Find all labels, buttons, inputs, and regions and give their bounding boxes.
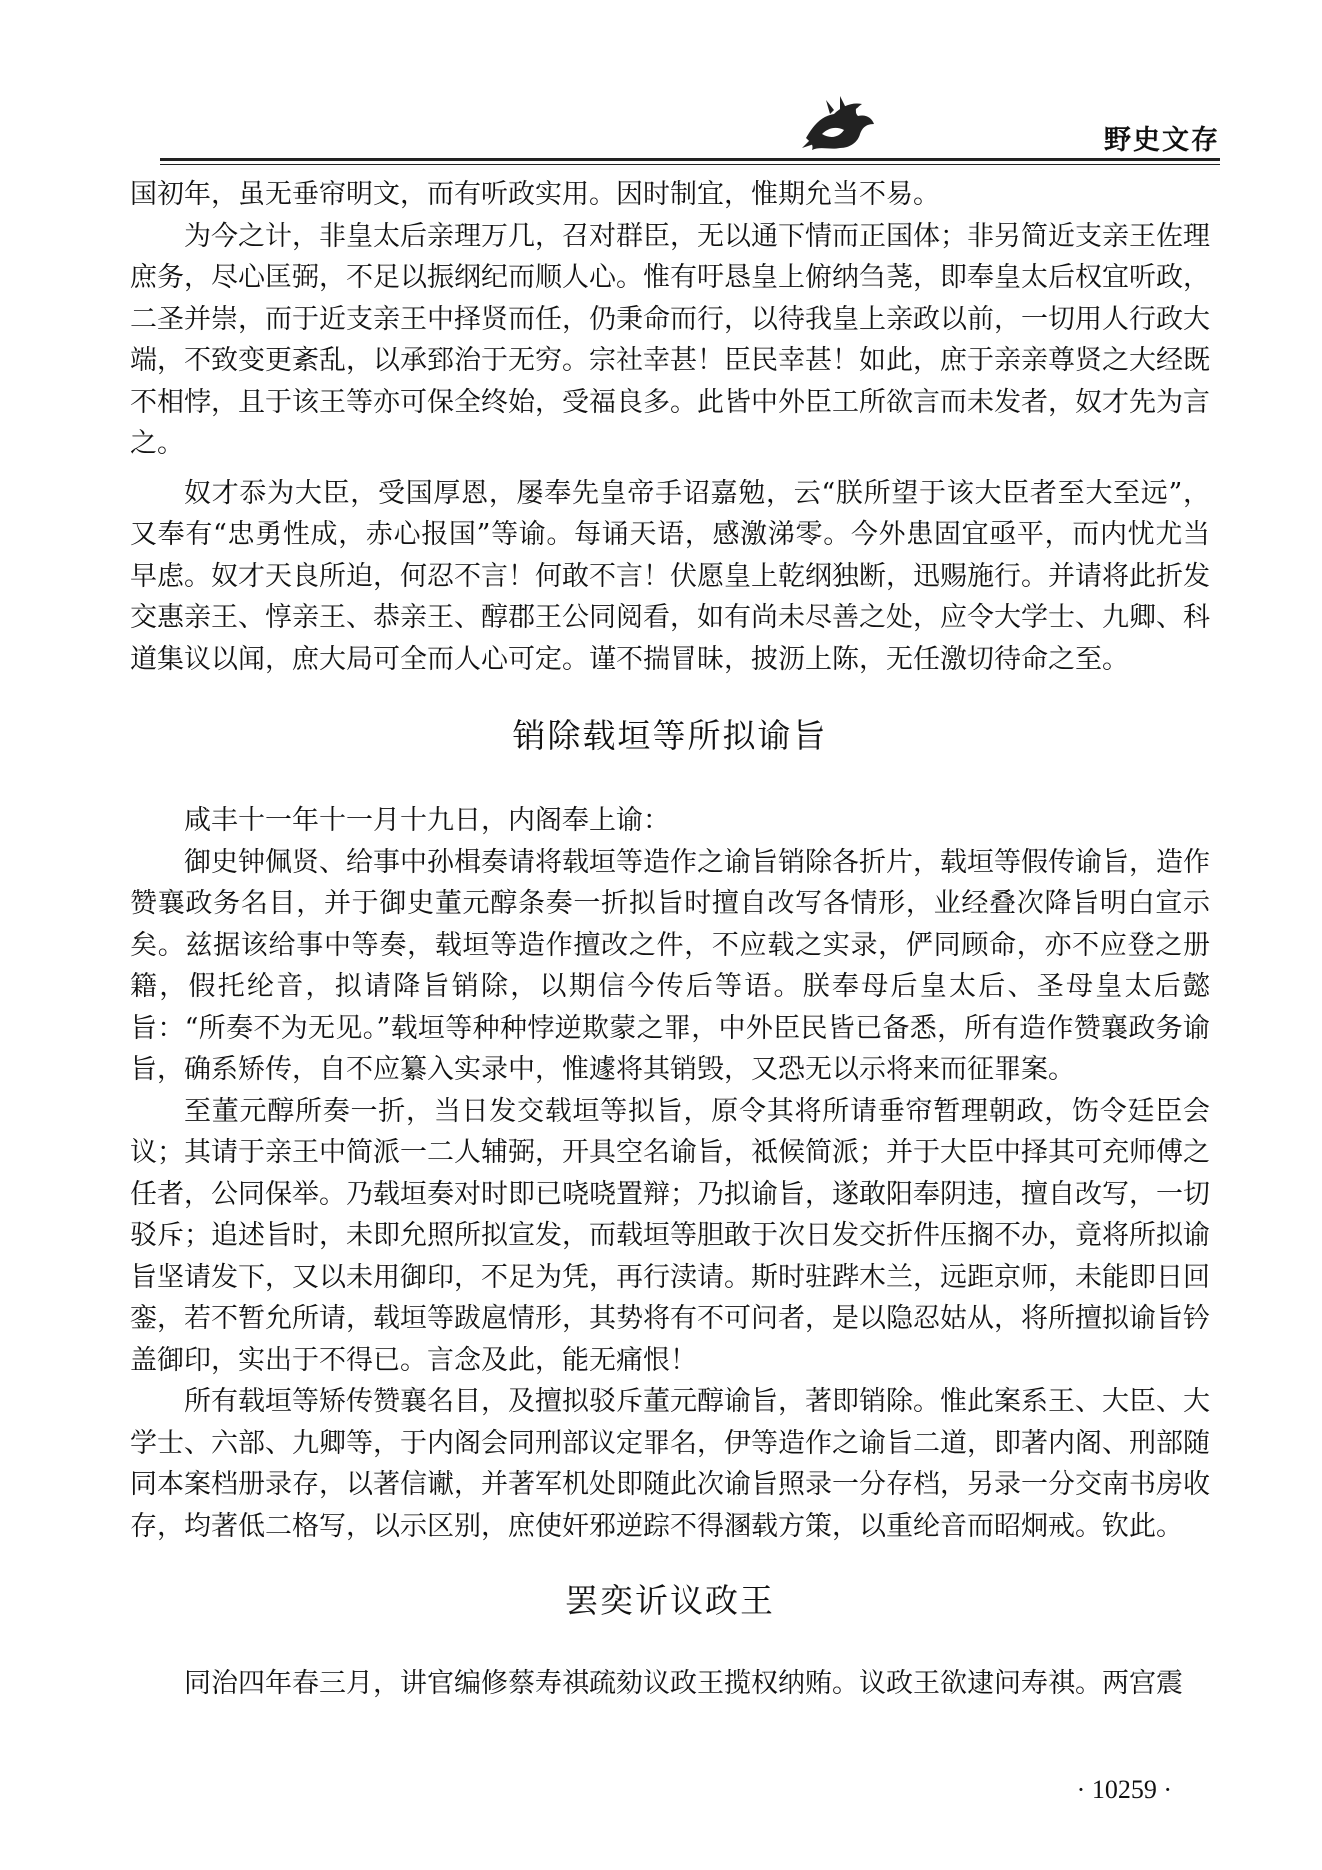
header-rule: [160, 158, 1220, 161]
paragraph: 所有载垣等矫传赞襄名目，及擅拟驳斥董元醇谕旨，著即销除。惟此案系王、大臣、大学士、六部、九卿等，于内阁会同刑部议定罪名，伊等造作之谕旨二道，即著内阁、刑部随同本案档册录存，以著信谳，并著军机处即随此次谕旨照录一分存档，另录一分交南书房收存，均著低二格写，以示区别，庶使奸邪逆踪不得溷载方策，以重纶音而昭炯戒。钦此。: [130, 1386, 1210, 1542]
series-title: 野史文存: [1104, 125, 1220, 156]
header-rule-thin: [160, 164, 1220, 165]
paragraph: 奴才忝为大臣，受国厚恩，屡奉先皇帝手诏嘉勉，云“朕所望于该大臣者至大至远”，又奉有“忠勇性成，赤心报国”等谕。每诵天语，感激涕零。今外患固宜亟平，而内忧尤当早虑。奴才天良所迫，何忍不言！何敢不言！伏愿皇上乾纲独断，迅赐施行。并请将此折发交惠亲王、惇亲王、恭亲王、醇郡王公同阅看，如有尚未尽善之处，应令大学士、九卿、科道集议以闻，庶大局可全而人心可定。谨不揣冒昧，披沥上陈，无任激切待命之至。: [130, 477, 1210, 675]
paragraph: 至董元醇所奏一折，当日发交载垣等拟旨，原令其将所请垂帘暂理朝政，饬令廷臣会议；其请于亲王中简派一二人辅弼，开具空名谕旨，祗候简派；并于大臣中择其可充师傅之任者，公同保举。乃载垣奏对时即已哓哓置辩；乃拟谕旨，遂敢阳奉阴违，擅自改写，一切驳斥；追述旨时，未即允照所拟宣发，而载垣等胆敢于次日发交折件压搁不办，竟将所拟谕旨坚请发下，又以未用御印，不足为凭，再行渎请。斯时驻跸木兰，远距京师，未能即日回銮，若不暂允所请，载垣等跋扈情形，其势将有不可问者，是以隐忍姑从，将所擅拟谕旨钤盖御印，实出于不得已。言念及此，能无痛恨！: [130, 1095, 1210, 1376]
paragraph: 为今之计，非皇太后亲理万几，召对群臣，无以通下情而正国体；非另简近支亲王佐理庶务，尽心匡弼，不足以振纲纪而顺人心。惟有吁恳皇上俯纳刍荛，即奉皇太后权宜听政，二圣并崇，而于近支亲王中择贤而任，仍秉命而行，以待我皇上亲政以前，一切用人行政大端，不致变更紊乱，以承郅治于无穷。宗社幸甚！臣民幸甚！如此，庶于亲亲尊贤之大经既不相悖，且于该王等亦可保全终始，受福良多。此皆中外臣工所欲言而未发者，奴才先为言之。: [130, 220, 1210, 459]
body-text: [130, 174, 1210, 1705]
running-header: [160, 100, 1220, 162]
paragraph: 国初年，虽无垂帘明文，而有听政实用。因时制宜，惟期允当不易。: [130, 179, 940, 210]
section-title: 罢奕䜣议政王: [565, 1581, 775, 1620]
page-number: · 10259 ·: [1076, 1775, 1172, 1804]
paragraph: 咸丰十一年十一月十九日，内阁奉上谕：: [184, 805, 670, 836]
section-title: 销除载垣等所拟谕旨: [512, 716, 828, 755]
dragon-emblem-icon: [800, 94, 878, 158]
paragraph: 御史钟佩贤、给事中孙楫奏请将载垣等造作之谕旨销除各折片，载垣等假传谕旨，造作赞襄政务名目，并于御史董元醇条奏一折拟旨时擅自改写各情形，业经叠次降旨明白宣示矣。兹据该给事中等奏，载垣等造作擅改之件，不应载之实录，俨同顾命，亦不应登之册籍，假托纶音，拟请降旨销除，以期信今传后等语。朕奉母后皇太后、圣母皇太后懿旨：“所奏不为无见。”载垣等种种悖逆欺蒙之罪，中外臣民皆已备悉，所有造作赞襄政务谕旨，确系矫传，自不应纂入实录中，惟遽将其销毁，又恐无以示将来而征罪案。: [130, 846, 1210, 1085]
paragraph: 同治四年春三月，讲官编修蔡寿祺疏劾议政王揽权纳贿。议政王欲逮问寿祺。两宫震: [184, 1668, 1183, 1699]
